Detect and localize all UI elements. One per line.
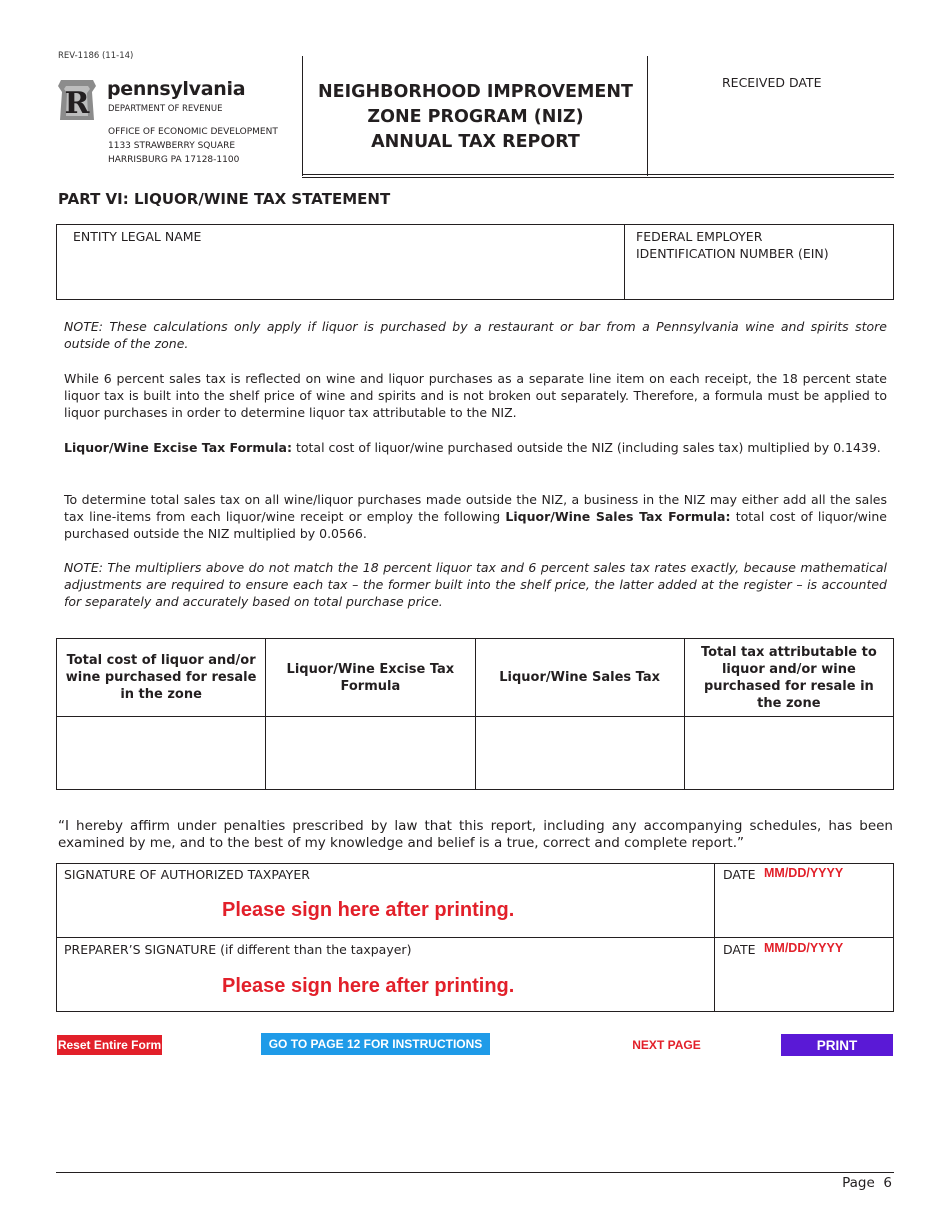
form-title [303,80,648,155]
keystone-logo-icon [58,80,96,120]
header-rule [302,177,894,178]
preparer-signature-label: PREPARER’S SIGNATURE (if different than the taxpayer) [64,942,412,957]
header-rule [302,174,894,175]
sales-formula-intro: To determine total sales tax on all wine/liquor purchases made outside the NIZ, a business in the NIZ may either add all the sales tax line-items from each liquor/wine receipt or employ the following [64,492,887,524]
sales-formula-paragraph [64,491,887,542]
preparer-date-input[interactable]: MM/DD/YYYY [764,941,844,955]
instructions-button[interactable]: GO TO PAGE 12 FOR INSTRUCTIONS [261,1033,490,1055]
table-header-row [57,639,894,717]
taxpayer-date-label: DATE [723,867,756,882]
liquor-tax-table [56,638,894,790]
print-button[interactable]: PRINT [781,1034,893,1056]
sales-formula-label: Liquor/Wine Sales Tax Formula: [505,509,731,524]
preparer-date-label: DATE [723,942,756,957]
page-number [842,1175,892,1191]
office-address [108,125,278,167]
title-line: ANNUAL TAX REPORT [371,132,580,152]
office-line: HARRISBURG PA 17128-1100 [108,155,240,165]
total-cost-input-cell[interactable] [57,717,266,790]
ein-input[interactable] [630,264,892,298]
department-name: DEPARTMENT OF REVENUE [108,104,223,114]
column-header: Total tax attributable to liquor and/or wine purchased for resale in the zone [684,639,893,717]
sales-tax-input-cell[interactable] [475,717,684,790]
entity-legal-name-input[interactable] [60,247,622,297]
office-line: OFFICE OF ECONOMIC DEVELOPMENT [108,127,278,137]
office-line: 1133 STRAWBERRY SQUARE [108,141,236,151]
column-header: Liquor/Wine Sales Tax [475,639,684,717]
date-divider [714,863,715,1012]
column-header: Total cost of liquor and/or wine purchased for resale in the zone [57,639,266,717]
entity-divider [624,224,625,300]
excise-tax-input-cell[interactable] [266,717,475,790]
column-header: Liquor/Wine Excise Tax Formula [266,639,475,717]
taxpayer-signature-label: SIGNATURE OF AUTHORIZED TAXPAYER [64,867,310,882]
received-date-label: RECEIVED DATE [722,75,822,90]
ein-label [636,228,829,262]
table-input-row [57,717,894,790]
multiplier-note-paragraph: NOTE: The multipliers above do not match the 18 percent liquor tax and 6 percent sales tax rates exactly, because mathematical adjustments are required to ensure each tax – the former built into the shelf price, the latter added at the register – is accounted for separately and accurately based on total purchase price. [64,560,887,609]
affirmation-text: “I hereby affirm under penalties prescribed by law that this report, including any accompanying schedules, has been examined by me, and to the best of my knowledge and belief is a true, correct and complete report.” [58,818,893,851]
total-tax-input-cell[interactable] [684,717,893,790]
svg-text:R: R [64,86,90,120]
signature-divider [56,937,894,938]
preparer-signature-field[interactable]: Please sign here after printing. [222,975,515,997]
footer-rule [56,1172,894,1173]
note-paragraph: NOTE: These calculations only apply if liquor is purchased by a restaurant or bar from a Pennsylvania wine and spirits store outside of the zone. [64,319,887,351]
ein-label-line: IDENTIFICATION NUMBER (EIN) [636,246,829,261]
excise-formula-label: Liquor/Wine Excise Tax Formula: [64,440,292,455]
ein-label-line: FEDERAL EMPLOYER [636,229,763,244]
excise-formula-text: total cost of liquor/wine purchased outside the NIZ (including sales tax) multiplied by 0.1439. [291,440,881,455]
excise-formula-paragraph [64,439,887,456]
title-line: NEIGHBORHOOD IMPROVEMENT [318,82,633,102]
agency-name: pennsylvania [107,78,246,100]
entity-legal-name-label: ENTITY LEGAL NAME [73,229,202,244]
form-id: REV-1186 (11-14) [58,51,134,61]
title-line: ZONE PROGRAM (NIZ) [367,107,584,127]
taxpayer-date-input[interactable]: MM/DD/YYYY [764,866,844,880]
page-number-value: 6 [883,1175,892,1191]
page-label: Page [842,1175,875,1191]
next-page-button[interactable]: NEXT PAGE [632,1038,701,1052]
explanation-paragraph: While 6 percent sales tax is reflected on wine and liquor purchases as a separate line item on each receipt, the 18 percent state liquor tax is built into the shelf price of wine and spirits and is not broken out separately. Therefore, a formula must be applied to liquor purchases in order to determine liquor tax attributable to the NIZ. [64,371,887,420]
reset-form-button[interactable]: Reset Entire Form [57,1035,162,1055]
taxpayer-signature-field[interactable]: Please sign here after printing. [222,899,515,921]
sales-formula-text: total cost of liquor/wine purchased outside the NIZ multiplied by 0.0566. [64,509,887,541]
part-heading: PART VI: LIQUOR/WINE TAX STATEMENT [58,190,391,208]
